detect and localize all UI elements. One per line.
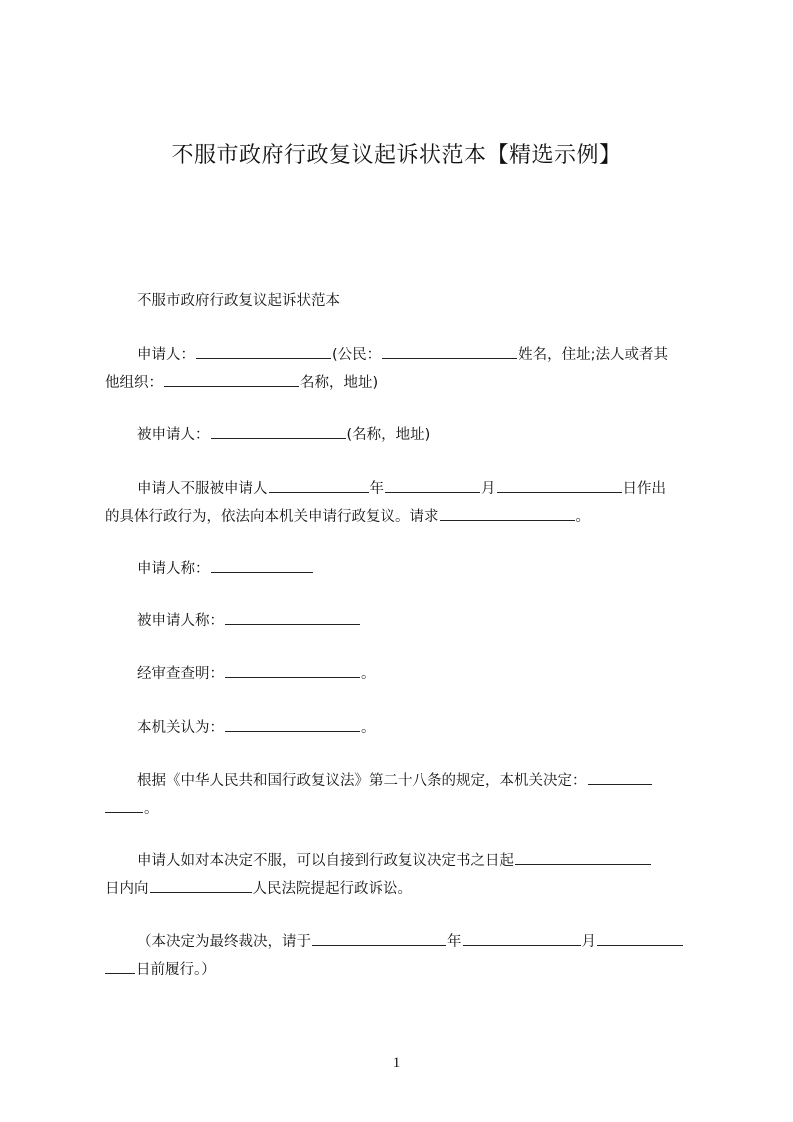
- final-blank-4: [105, 959, 135, 974]
- respondent-label: 被申请人：: [137, 427, 210, 443]
- final-paragraph: [105, 928, 702, 984]
- final-year: 年: [447, 934, 462, 950]
- decision-blank-1: [588, 770, 652, 785]
- respondent-suffix: (名称，地址): [346, 427, 431, 443]
- other-org-label: 他组织：: [105, 375, 163, 391]
- opinion-end: 。: [361, 720, 376, 736]
- decision-paragraph: [105, 767, 702, 823]
- request-blank-2: [385, 478, 480, 493]
- final-blank-2: [463, 931, 581, 946]
- finding-label: 经审查查明：: [137, 666, 224, 682]
- subtitle: 不服市政府行政复议起诉状范本: [137, 293, 340, 309]
- request-prefix: 申请人不服被申请人: [137, 481, 268, 497]
- page-number: 1: [392, 1055, 401, 1071]
- decision-end: 。: [144, 801, 159, 817]
- finding-blank: [225, 663, 360, 678]
- final-prefix: （本决定为最终裁决，请于: [137, 934, 311, 950]
- opinion-blank: [225, 717, 360, 732]
- request-blank-4: [440, 506, 575, 521]
- org-name-addr: 名称，地址): [300, 375, 379, 391]
- respondent-blank: [211, 424, 346, 439]
- respondent-claim-blank: [225, 610, 360, 625]
- applicant-claim-label: 申请人称：: [137, 561, 210, 577]
- applicant-blank: [196, 344, 331, 359]
- applicant-label: 申请人：: [137, 347, 195, 363]
- citizen-blank: [382, 344, 517, 359]
- appeal-blank-1: [515, 850, 651, 865]
- decision-text: 根据《中华人民共和国行政复议法》第二十八条的规定，本机关决定：: [137, 773, 587, 789]
- request-day: 日作出: [622, 481, 666, 497]
- decision-blank-2: [105, 798, 143, 813]
- opinion-label: 本机关认为：: [137, 720, 224, 736]
- applicant-claim-blank: [211, 558, 313, 573]
- finding-end: 。: [361, 666, 376, 682]
- applicant-name-addr: 姓名，住址;法人或者其: [518, 347, 669, 363]
- final-month: 月: [581, 934, 596, 950]
- opinion-paragraph: [105, 714, 734, 742]
- appeal-blank-2: [150, 878, 252, 893]
- respondent-claim-label: 被申请人称：: [137, 613, 224, 629]
- appeal-paragraph: [105, 847, 702, 903]
- org-blank: [164, 372, 299, 387]
- appeal-text: 申请人如对本决定不服，可以自接到行政复议决定书之日起: [137, 853, 514, 869]
- finding-paragraph: [105, 660, 734, 688]
- page-title: 不服市政府行政复议起诉状范本【精选示例】: [171, 143, 622, 168]
- applicant-paragraph: [105, 341, 702, 397]
- request-line2: 的具体行政行为，依法向本机关申请行政复议。请求: [105, 509, 439, 525]
- respondent-claim: [105, 607, 734, 635]
- final-line2-suffix: 日前履行。）: [136, 962, 216, 978]
- request-month: 月: [481, 481, 496, 497]
- final-blank-1: [312, 931, 446, 946]
- respondent-paragraph: [105, 421, 734, 449]
- appeal-line2-suffix: 人民法院提起行政诉讼。: [252, 881, 412, 897]
- request-line2-end: 。: [575, 509, 590, 525]
- request-blank-1: [269, 478, 369, 493]
- final-blank-3: [597, 931, 683, 946]
- appeal-line2-prefix: 日内向: [105, 881, 149, 897]
- applicant-paren: (公民：: [332, 347, 382, 363]
- request-blank-3: [497, 478, 622, 493]
- request-paragraph: [105, 475, 702, 531]
- request-year: 年: [369, 481, 384, 497]
- applicant-claim: [105, 555, 734, 583]
